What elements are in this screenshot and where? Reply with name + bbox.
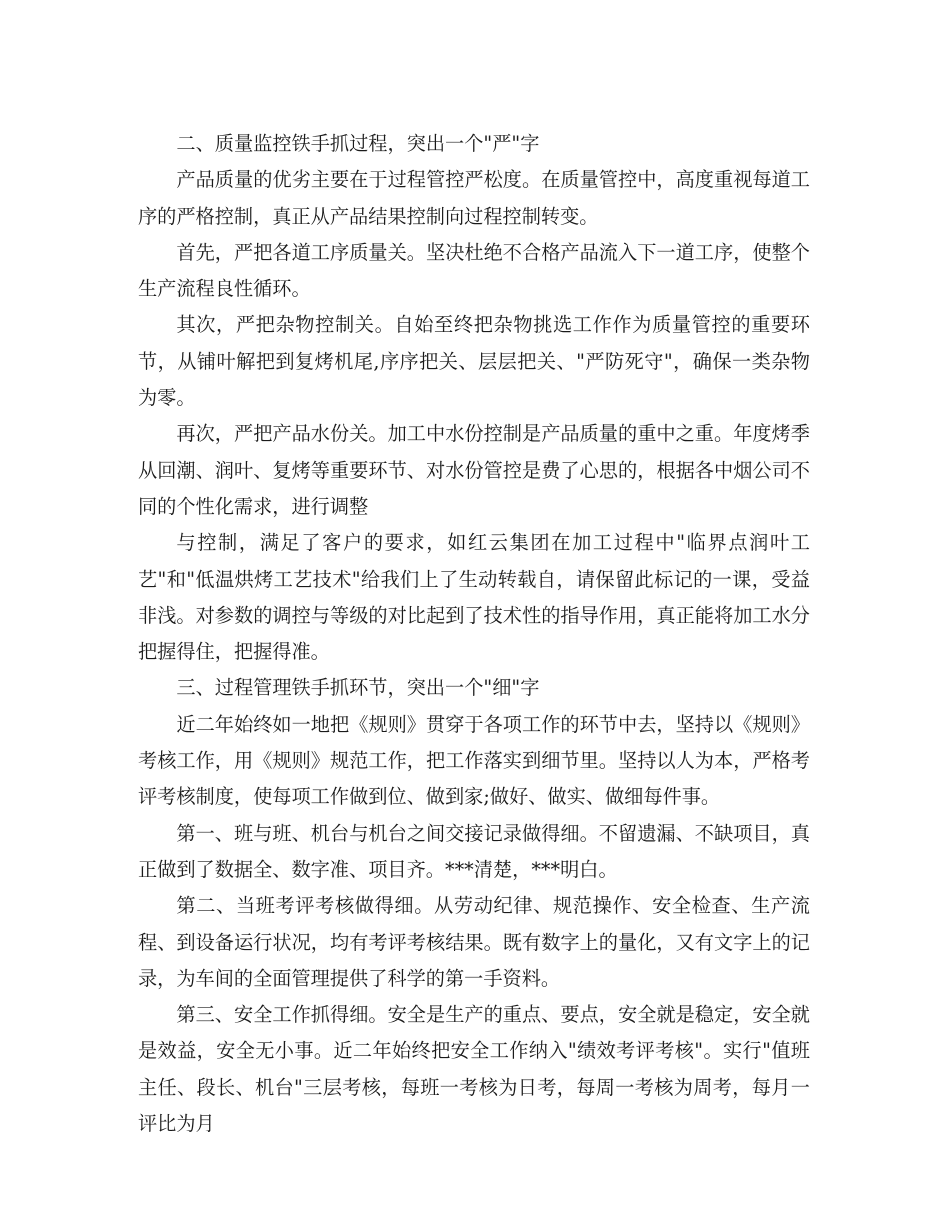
paragraph: 与控制，满足了客户的要求，如红云集团在加工过程中"临界点润叶工艺"和"低温烘烤工艺技术"给我们上了生动转载自，请保留此标记的一课，受益非浅。对参数的调控与等级的对比起到了技术性的指导作用，真正能将加工水分把握得住，把握得准。 xyxy=(138,531,810,664)
paragraph: 首先，严把各道工序质量关。坚决杜绝不合格产品流入下一道工序，使整个生产流程良性循环。 xyxy=(138,240,810,301)
paragraph: 第三、安全工作抓得细。安全是生产的重点、要点，安全就是稳定，安全就是效益，安全无小事。近二年始终把安全工作纳入"绩效考评考核"。实行"值班主任、段长、机台"三层考核，每班一考核为日考，每周一考核为周考，每月一评比为月 xyxy=(138,1003,810,1136)
section-heading-quality: 二、质量监控铁手抓过程，突出一个"严"字 xyxy=(176,132,540,155)
document-body xyxy=(138,126,810,1142)
paragraph: 第二、当班考评考核做得细。从劳动纪律、规范操作、安全检查、生产流程、到设备运行状况，均有考评考核结果。既有数字上的量化，又有文字上的记录，为车间的全面管理提供了科学的第一手资料。 xyxy=(138,894,810,990)
paragraph: 再次，严把产品水份关。加工中水份控制是产品质量的重中之重。年度烤季从回潮、润叶、复烤等重要环节、对水份管控是费了心思的，根据各中烟公司不同的个性化需求，进行调整 xyxy=(138,422,810,518)
paragraph: 其次，严把杂物控制关。自始至终把杂物挑选工作作为质量管控的重要环节，从铺叶解把到复烤机尾,序序把关、层层把关、"严防死守"，确保一类杂物为零。 xyxy=(138,313,810,410)
paragraph: 产品质量的优劣主要在于过程管控严松度。在质量管控中，高度重视每道工序的严格控制，真正从产品结果控制向过程控制转变。 xyxy=(138,168,810,228)
section-heading-process: 三、过程管理铁手抓环节，突出一个"细"字 xyxy=(176,676,540,700)
paragraph: 第一、班与班、机台与机台之间交接记录做得细。不留遗漏、不缺项目，真正做到了数据全、数字准、项目齐。***清楚，***明白。 xyxy=(138,821,810,881)
paragraph: 近二年始终如一地把《规则》贯穿于各项工作的环节中去，坚持以《规则》考核工作，用《规则》规范工作，把工作落实到细节里。坚持以人为本，严格考评考核制度，使每项工作做到位、做到家;做好、做实、做细每件事。 xyxy=(138,712,810,809)
